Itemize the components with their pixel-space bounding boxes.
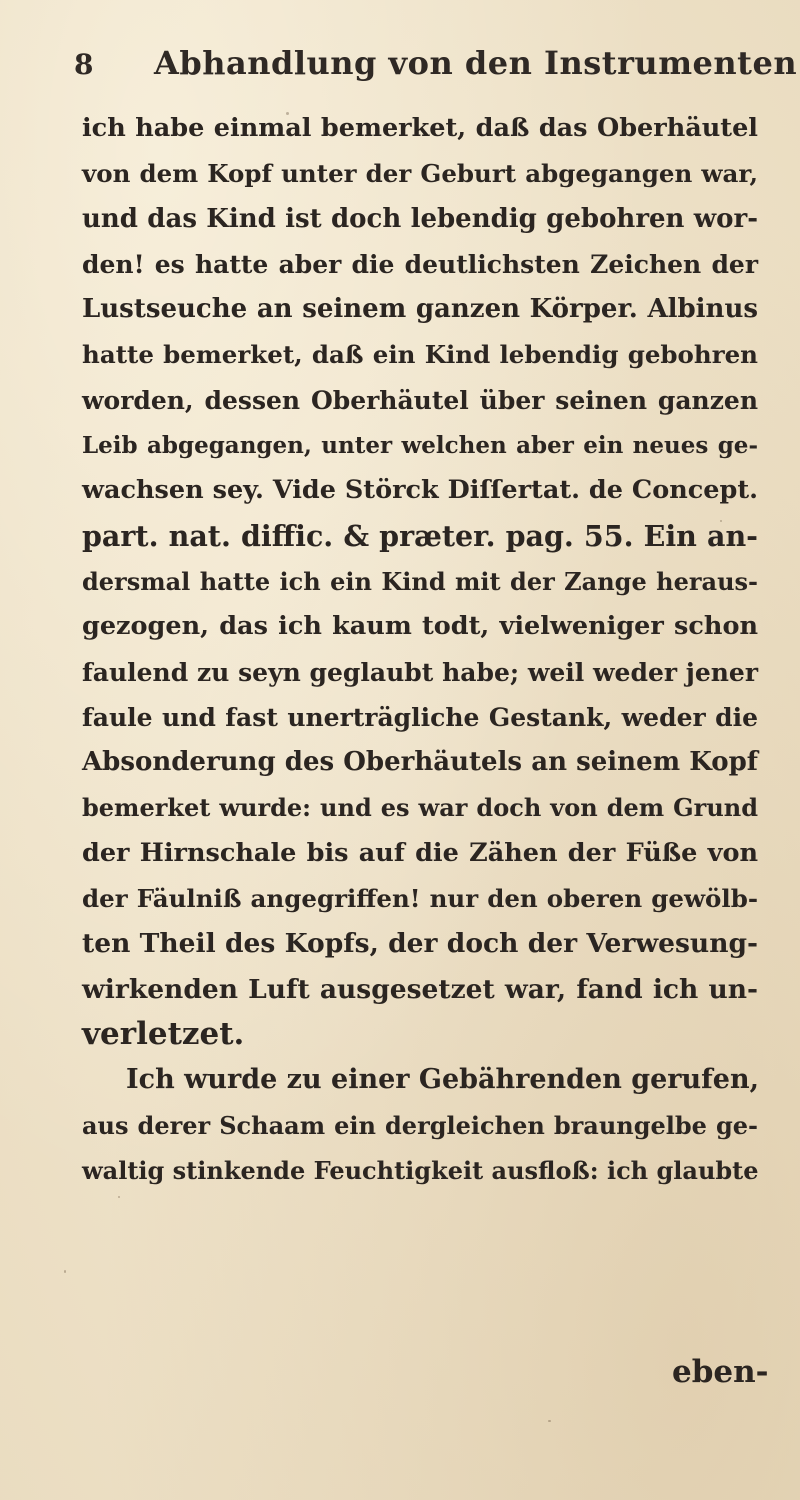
text-line: Ich wurde zu einer Gebährenden gerufen,: [126, 1064, 759, 1096]
text-line: dersmal hatte ich ein Kind mit der Zange heraus-: [82, 566, 758, 596]
text-line: wachsen sey. Vide Störck Diſſertat. de Concept.: [82, 475, 758, 506]
text-line: gezogen, das ich kaum todt, vielweniger schon: [82, 611, 758, 642]
body-text: [82, 106, 758, 1193]
text-line: der Fäulniß angegriffen! nur den oberen gewölb-: [82, 884, 758, 914]
text-line: Leib abgegangen, unter welchen aber ein neues ge-: [82, 432, 758, 460]
page-number: 8: [74, 48, 94, 81]
paper-speck: [548, 1420, 551, 1422]
paper-speck: [720, 520, 722, 522]
text-line: ich habe einmal bemerket, daß das Oberhäutel: [82, 113, 758, 143]
text-line: bemerket wurde: und es war doch von dem Grund: [82, 793, 758, 823]
text-line: wirkenden Luft ausgesetzet war, fand ich un-: [82, 973, 758, 1005]
text-line: den! es hatte aber die deutlichsten Zeichen der: [82, 249, 758, 279]
paper-speck: [118, 1196, 120, 1198]
text-line: Lustseuche an seinem ganzen Körper. Albinus: [82, 294, 758, 325]
text-line: der Hirnschale bis auf die Zähen der Füße von: [82, 837, 758, 868]
text-line: verletzet.: [82, 1015, 245, 1052]
text-line: ten Theil des Kopfs, der doch der Verwesung-: [82, 928, 758, 960]
text-line: worden, dessen Oberhäutel über seinen ganzen: [82, 385, 758, 415]
paper-speck: [286, 112, 289, 115]
text-line: aus derer Schaam ein dergleichen braungelbe ge-: [82, 1110, 758, 1140]
text-line: faulend zu seyn geglaubt habe; weil weder jener: [82, 657, 758, 687]
text-line: waltig stinkende Feuchtigkeit ausfloß: ich glaubte: [82, 1155, 759, 1185]
text-line: und das Kind ist doch lebendig gebohren wor-: [82, 203, 758, 234]
text-line: Absonderung des Oberhäutels an seinem Kopf: [82, 747, 758, 778]
text-line: hatte bemerket, daß ein Kind lebendig gebohren: [82, 340, 758, 370]
text-line: faule und fast unerträgliche Gestank, weder die: [82, 702, 758, 732]
paper-speck: [64, 1270, 66, 1273]
text-line: part. nat. diffic. & præter. pag. 55. Ein an-: [82, 518, 758, 553]
running-head: Abhandlung von den Instrumenten: [154, 44, 798, 82]
text-line: von dem Kopf unter der Geburt abgegangen war,: [82, 159, 758, 189]
catchword: eben-: [672, 1354, 769, 1390]
page-header: [74, 40, 798, 92]
